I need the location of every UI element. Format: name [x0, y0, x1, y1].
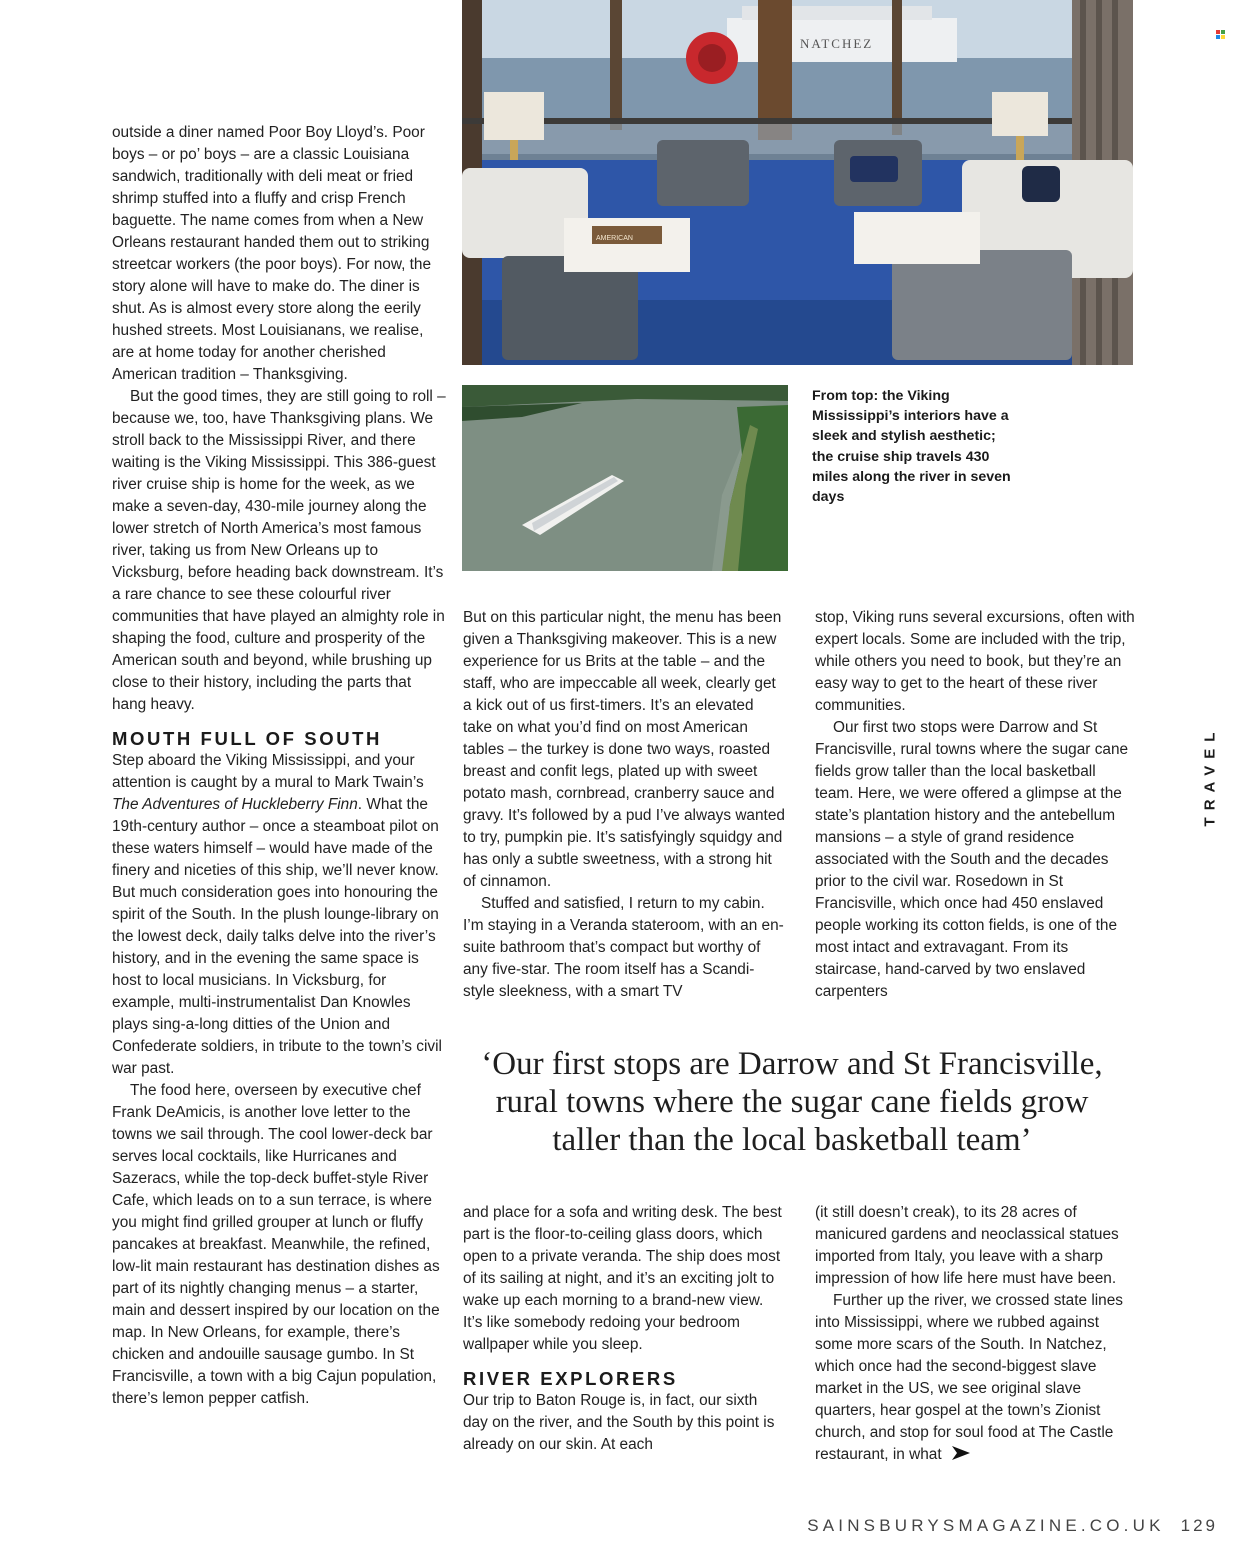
photo-caption: From top: the Viking Mississippi’s interiors have a sleek and stylish aesthetic; the cruise ship travels 430 miles along the river in seven days [812, 388, 1011, 506]
col3-paragraph-2: Our first two stops were Darrow and St Francisville, rural towns where the sugar cane fields grow taller than the local basketball team. Here, we were offered a glimpse at the state’s plantation history and the antebellum mansions – a style of grand residence associated with the South and the decades prior to the civil war. Rosedown in St Francisville, which once had 450 enslaved people working its cotton fields, is one of the most intact and extravagant. From its staircase, hand-carved by two enslaved carpenters [815, 719, 1129, 1000]
column-3-top [815, 607, 1135, 1003]
column-3-bottom [815, 1202, 1137, 1466]
section-tag [1198, 720, 1222, 832]
column-2-bottom [463, 1202, 785, 1456]
book-label: AMERICAN [596, 235, 633, 242]
river-photo [462, 385, 788, 571]
col3-paragraph-3: (it still doesn’t creak), to its 28 acres of manicured gardens and neoclassical statues imported from Italy, you leave with a sharp impression of how life here must have been. [815, 1204, 1119, 1287]
section-tag-label: TRAVEL [1201, 725, 1219, 827]
footer [807, 1516, 1218, 1536]
column-1 [112, 122, 446, 1410]
col3-paragraph-4-wrap [815, 1290, 1137, 1466]
col1-paragraph-4: The food here, overseen by executive chef Frank DeAmicis, is another love letter to the towns we sail through. The cool lower-deck bar serves local cocktails, like Hurricanes and Sazeracs, while the top-deck buffet-style River Cafe, which leads on to a sun terrace, is where you might find grilled grouper at lunch or fluffy pancakes at breakfast. Meanwhile, the refined, low-lit main restaurant has destination dishes as part of its nightly changing menus – a starter, main and dessert inspired by our location on the map. In New Orleans, for example, there’s chicken and andouille sausage gumbo. In St Francisville, a town with a big Cajun population, there’s lemon pepper catfish. [112, 1082, 440, 1407]
continue-arrow-icon [952, 1446, 970, 1460]
col1-paragraph-1: outside a diner named Poor Boy Lloyd’s. Poor boys – or po’ boys – are a classic Louisiana sandwich, traditionally with deli meat or fried shrimp stuffed into a fluffy and crisp French baguette. The name comes from when a New Orleans restaurant handed them out to striking streetcar workers (the poor boys). For now, the story alone will have to make do. The diner is shut. As is almost every store along the eerily hushed streets. Most Louisianans, we realise, are at home today for another cherished American tradition – Thanksgiving. [112, 124, 432, 383]
book-title: The Adventures of Huckleberry Finn [112, 796, 358, 813]
lounge-photo [462, 0, 1133, 365]
col1-paragraph-3 [112, 750, 446, 1080]
col2-paragraph-1: But on this particular night, the menu has been given a Thanksgiving makeover. This is a new experience for us Brits at the table – and the staff, who are impeccable all week, clearly get a kick out of us first-timers. It’s an elevated take on what you’d find on most American tables – the turkey is done two ways, roasted breast and confit legs, plated up with sweet potato mash, cornbread, cranberry sauce and gravy. It’s followed by a pud I’ve always wanted to try, pumpkin pie. It’s satisfyingly squidgy and has only a subtle sweetness, with a strong hit of cinnamon. [463, 609, 785, 890]
col1-paragraph-2: But the good times, they are still going to roll – because we, too, have Thanksgiving plans. We stroll back to the Mississippi River, and there waiting is the Viking Mississippi. This 386-guest river cruise ship is home for the week, as we make a seven-day, 430-mile journey along the lower stretch of North America’s most famous river, taking us from New Orleans up to Vicksburg, before heading back downstream. It’s a rare chance to see these colourful river communities that have played an almighty role in shaping the food, culture and prosperity of the American south and beyond, while brushing up close to their history, including the parts that hang heavy. [112, 388, 446, 713]
section-heading-river-explorers: RIVER EXPLORERS [463, 1368, 678, 1389]
col1-paragraph-3-end: . What the 19th-century author – once a steamboat pilot on these waters himself – would have made of the finery and niceties of this ship, we’ll never know. But much consideration goes into honouring the spirit of the South. In the plush lounge-library on the lowest deck, daily talks delve into the river’s history, and in the evening the same space is host to local musicians. In Vicksburg, for example, multi-instrumentalist Dan Knowles plays sing-a-long ditties of the Union and Confederate soldiers, in tribute to the town’s civil war past. [112, 796, 442, 1077]
col2-paragraph-3: and place for a sofa and writing desk. The best part is the floor-to-ceiling glass doors, which open to a private veranda. The ship does most of its sailing at night, and it’s an exciting jolt to wake up each morning to a brand-new view. It’s like somebody redoing your bedroom wallpaper while you sleep. [463, 1204, 782, 1353]
page-number: 129 [1180, 1516, 1218, 1535]
section-heading-mouth-full-of-south: MOUTH FULL OF SOUTH [112, 728, 383, 749]
color-marker-icon [1216, 30, 1225, 39]
col3-paragraph-1: stop, Viking runs several excursions, often with expert locals. Some are included with the trip, while others you need to book, but they’re an easy way to get to the heart of these river communities. [815, 609, 1135, 714]
pull-quote: ‘Our first stops are Darrow and St Francisville, rural towns where the sugar cane fields grow taller than the local basketball team’ [481, 1046, 1103, 1158]
footer-site: SAINSBURYSMAGAZINE.CO.UK [807, 1516, 1165, 1535]
col2-paragraph-4: Our trip to Baton Rouge is, in fact, our sixth day on the river, and the South by this point is already on our skin. At each [463, 1392, 775, 1453]
col3-paragraph-4: Further up the river, we crossed state lines into Mississippi, where we rubbed against some more scars of the South. In Natchez, which once had the second-biggest slave market in the US, we see original slave quarters, hear gospel at the town’s Zionist church, and stop for soul food at The Castle restaurant, in what [815, 1292, 1123, 1463]
col2-paragraph-2: Stuffed and satisfied, I return to my cabin. I’m staying in a Veranda stateroom, with an en-suite bathroom that’s compact but worthy of any five-star. The room itself has a Scandi-style sleekness, with a smart TV [463, 895, 784, 1000]
boat-sign: NATCHEZ [800, 36, 874, 51]
col1-paragraph-3-start: Step aboard the Viking Mississippi, and your attention is caught by a mural to Mark Twain’s [112, 752, 424, 791]
column-2-top [463, 607, 785, 1003]
